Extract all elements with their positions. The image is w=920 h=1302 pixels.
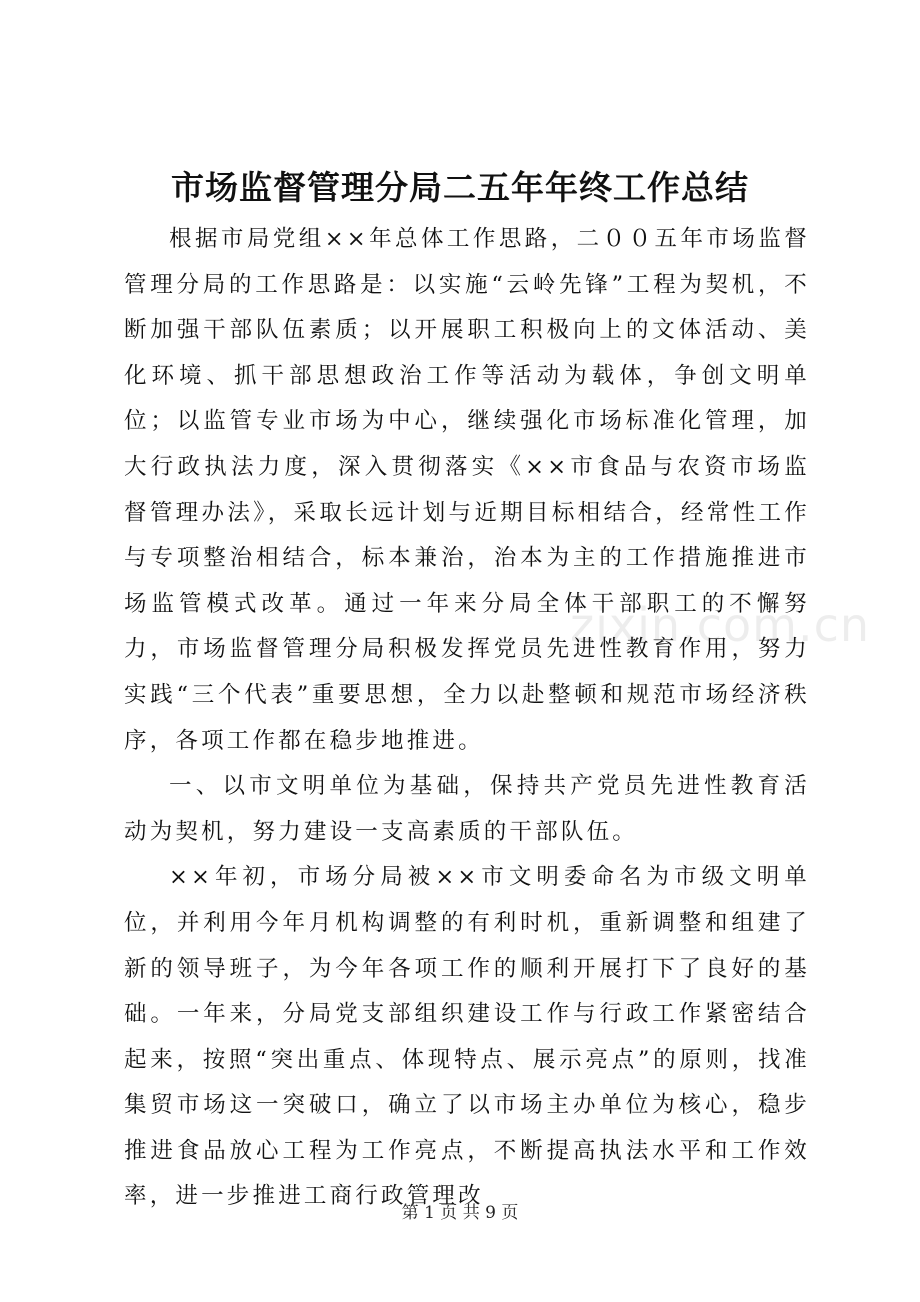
document-title: 市场监督管理分局二五年年终工作总结 [171,168,749,207]
page-number-footer: 第 1 页 共 9 页 [401,1203,519,1223]
site-watermark: zixin.com.cn [570,598,871,652]
body-paragraph-1: 根据市局党组××年总体工作思路，二００五年市场监督管理分局的工作思路是：以实施“云岭先锋”工程为契机，不断加强干部队伍素质；以开展职工积极向上的文体活动、美化环境、抓干部思想政治工作等活动为载体，争创文明单位；以监管专业市场为中心，继续强化市场标准化管理，加大行政执法力度，深入贯彻落实《××市食品与农资市场监督管理办法》，采取长远计划与近期目标相结合，经常性工作与专项整治相结合，标本兼治，治本为主的工作措施推进市场监管模式改革。通过一年来分局全体干部职工的不懈努力，市场监督管理分局积极发挥党员先进性教育作用，努力实践“三个代表”重要思想，全力以赴整顿和规范市场经济秩序，各项工作都在稳步地推进。 [124,226,810,754]
document-body [124,217,810,1220]
body-paragraph-2: 一、以市文明单位为基础，保持共产党员先进性教育活动为契机，努力建设一支高素质的干部队伍。 [124,773,810,845]
body-paragraph-3: ××年初，市场分局被××市文明委命名为市级文明单位，并利用今年月机构调整的有利时机，重新调整和组建了新的领导班子，为今年各项工作的顺利开展打下了良好的基础。一年来，分局党支部组织建设工作与行政工作紧密结合起来，按照“突出重点、体现特点、展示亮点”的原则，找准集贸市场这一突破口，确立了以市场主办单位为核心，稳步推进食品放心工程为工作亮点，不断提高执法水平和工作效率，进一步推进工商行政管理改 [124,864,810,1210]
